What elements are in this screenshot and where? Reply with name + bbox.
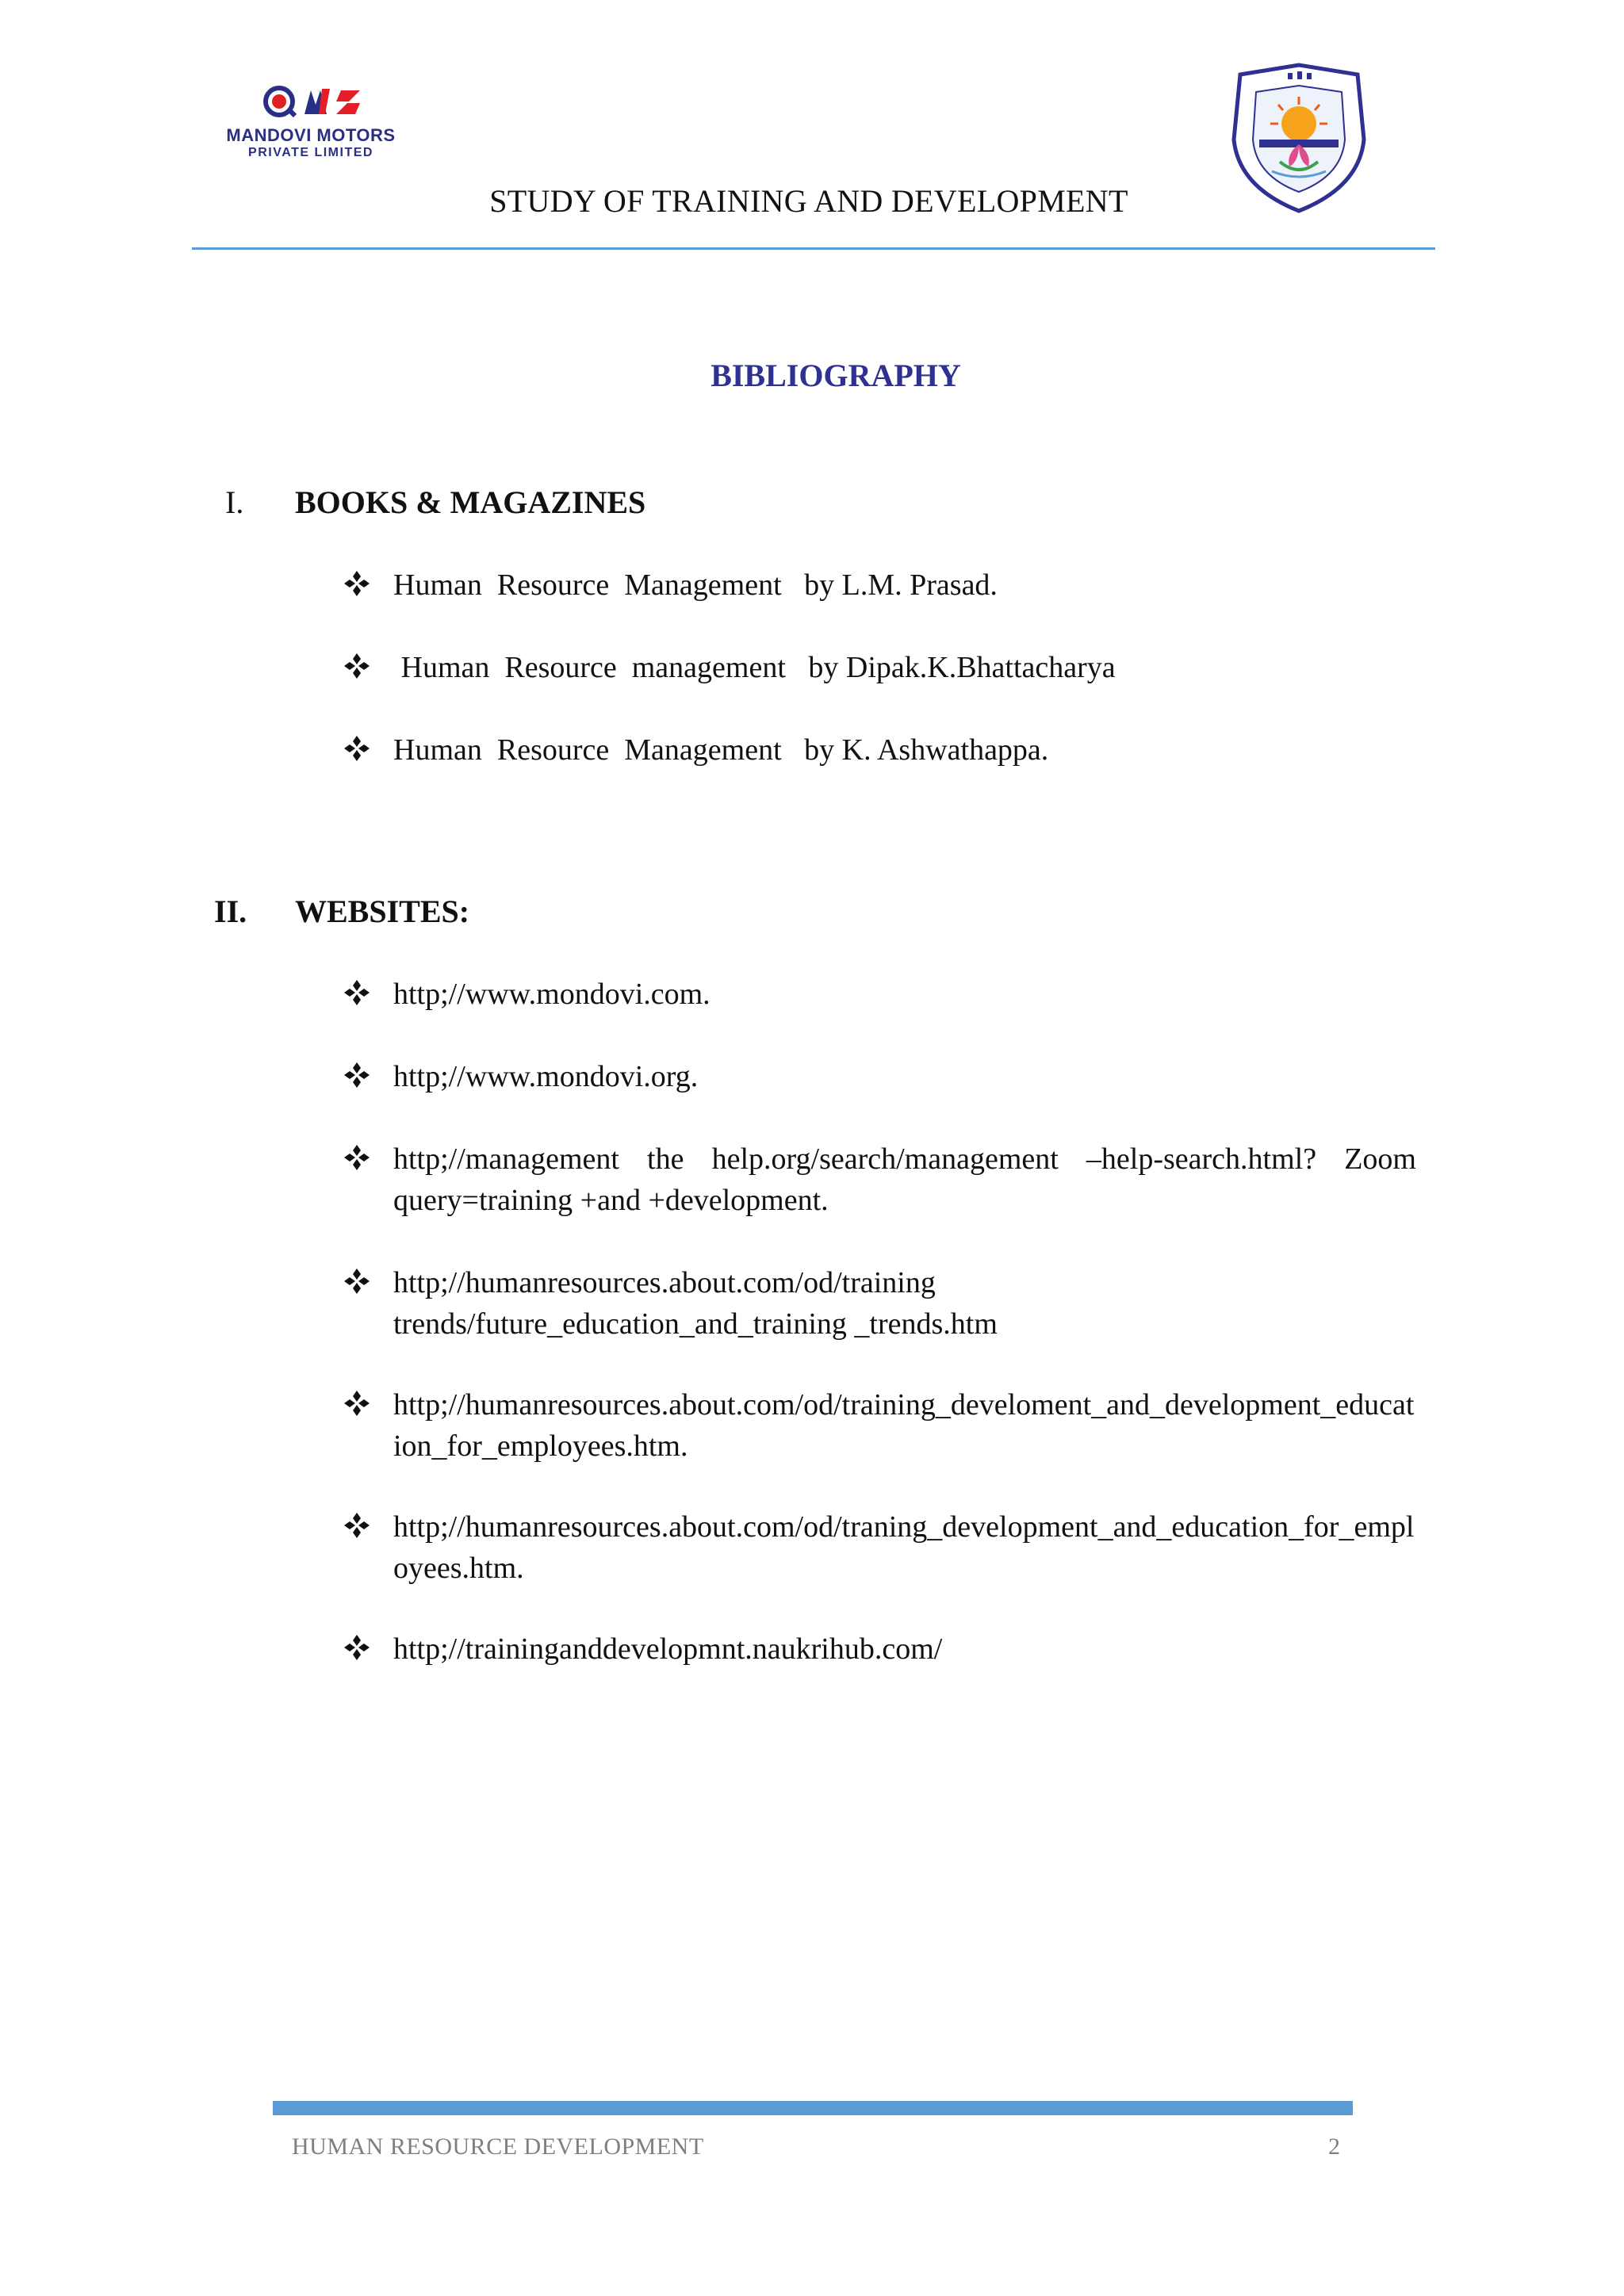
four-diamond-bullet-icon	[343, 1267, 371, 1295]
book-entry: Human Resource management by Dipak.K.Bhattacharya	[393, 651, 1116, 684]
page-number: 2	[1328, 2133, 1340, 2160]
website-entry: http;//humanresources.about.com/od/training trends/future_education_and_training _trends.htm	[393, 1266, 998, 1341]
four-diamond-bullet-icon	[343, 1633, 371, 1662]
four-diamond-bullet-icon	[343, 1143, 371, 1172]
four-diamond-bullet-icon	[343, 734, 371, 763]
mandovi-motors-logo	[220, 82, 401, 165]
logo-text-line1: MANDOVI MOTORS	[226, 125, 396, 145]
header-divider	[192, 247, 1435, 250]
website-entry: http;//humanresources.about.com/od/traning_development_and_education_for_employees.htm.	[393, 1510, 1415, 1585]
section-heading-books	[0, 482, 1624, 523]
footer-divider	[273, 2101, 1353, 2115]
website-entry: http;//www.mondovi.org.	[393, 1060, 699, 1093]
section-label: BOOKS & MAGAZINES	[295, 484, 646, 520]
website-entry: http;//traininganddevelopmnt.naukrihub.com/	[393, 1632, 943, 1666]
section-heading-websites	[0, 891, 1624, 932]
website-entry: http;//management the help.org/search/management –help-search.html? Zoom query=training +and +development.	[393, 1142, 1416, 1217]
brand-marks-icon	[263, 82, 366, 121]
footer-label: HUMAN RESOURCE DEVELOPMENT	[292, 2133, 704, 2160]
logo-text-line2: PRIVATE LIMITED	[248, 146, 373, 159]
section-label: WEBSITES:	[295, 894, 470, 929]
website-entry: http;//www.mondovi.com.	[393, 978, 710, 1011]
four-diamond-bullet-icon	[343, 569, 371, 598]
running-head-title: STUDY OF TRAINING AND DEVELOPMENT	[489, 183, 1128, 219]
four-diamond-bullet-icon	[343, 652, 371, 680]
section-number: II.	[214, 894, 247, 929]
section-number: I.	[225, 484, 244, 520]
book-entry: Human Resource Management by K. Ashwathappa.	[393, 733, 1049, 767]
four-diamond-bullet-icon	[343, 1389, 371, 1418]
four-diamond-bullet-icon	[343, 1061, 371, 1089]
four-diamond-bullet-icon	[343, 978, 371, 1007]
website-entry: http;//humanresources.about.com/od/training_develoment_and_development_education_for_employees.htm.	[393, 1388, 1415, 1463]
page-title: BIBLIOGRAPHY	[710, 358, 961, 393]
four-diamond-bullet-icon	[343, 1511, 371, 1540]
book-entry: Human Resource Management by L.M. Prasad.	[393, 568, 998, 602]
